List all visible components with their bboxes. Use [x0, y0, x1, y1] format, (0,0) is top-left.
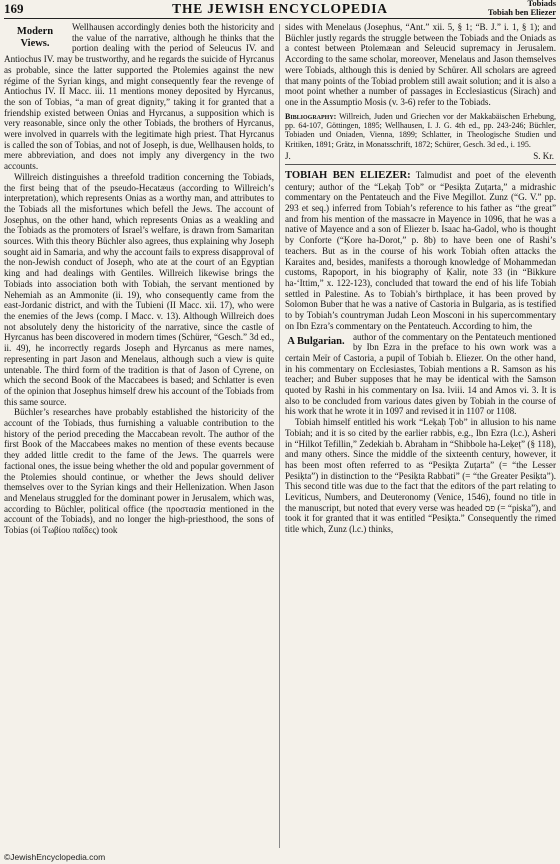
- margin-note-modern-views: Modern Views.: [16, 26, 54, 49]
- paragraph-text: author of the commentary on the Pentateuch mentioned by Ibn Ezra in the preface to his own work was a certain Meïr of Castoria, a pupil of Tobiah b. Eliezer. On the other hand, in his commentary on Ecclesiastes, Tobiah mentions a R. Samson as his teacher; and Buber supposes that he may be identical with the Samson quoted by Rashi in his commentary on Isa. lviii. 14 and Amos vi. 3. It is also to be concluded from various dates given by Tobiah in the course of his work that he wrote it in 1097 and revised it in 1107 or 1108.: [285, 331, 556, 417]
- paragraph-willreich: Willreich distinguishes a threefold tradition concerning the Tobiads, the first being that of the pseudo-Hecatæus (according to Willreich’s interpretation), which represents Onias as a worthy man, and attributes to the Tobiads all the misfortunes which befell the Jews. The account of Josephus, on the other hand, which represents Onias as a weakling and the Tobiads as the promoters of Israel’s welfare, is drawn from Samaritan sources. With this theory Büchler also agrees, thus explaining why Joseph sought aid in Samaria, and why the account fails to express disapproval of the non-Jewish conduct of Joseph, who ate at the court of an Egyptian king and had dealings with Gentiles. Willreich likewise brings the Tobiads into association both with Tobiah, the servant mentioned by Nehemiah as an Ammonite (ii. 19), who consequently came from the east-Jordanic district, and with the Tubieni (II Macc. xii. 17), who were the enemies of the Jews (comp. I Macc. v. 13). Although Willreich does not absolutely deny the historicity of the narrative, since the castle of Hyrcanus has been discovered in modern times (Schürer, “Gesch.” 3d ed., ii. 49), he incorrectly regards Joseph and Hyrcanus as mere names, representing in part Jason and Menelaus, although such a view is quite untenable. The third form of the tradition is that of Jason of Cyrene, on which the second Book of the Maccabees is based; and Schlatter is even of the opinion that Josephus himself drew his account of the Tobiads from this same source.: [4, 171, 274, 407]
- article-intro-text: Talmudist and poet of the eleventh century; author of the “Leḳaḥ Ṭob” or “Pesiḳta Zuṭarta,” a midrashic commentary on the Pentateuch and the Five Megillot. Zunz (“G. V.” pp. 293 et seq.) inferred from Tobiah’s reference to his father as “the great” and from his mention of the massacre in Mayence in 1096, that he was a native of Mayence and a son of Eliezer b. Isaac ha-Gadol, who is thought by Conforte (“Ḳore ha-Dorot,” p. 8b) to have been one of Rashi’s teachers. But as in the course of his work Tobiah often attacks the Karaites and, besides, manifests a thorough knowledge of Mohammedan customs, Rapoport, in his biography of Ḳalir, note 33 (in “Bikkure ha-‘Ittim,” x. 122-123), concluded that toward the end of his life Tobiah settled in Palestine. As to Tobiah’s birthplace, it has been proved by Solomon Buber that he was a native of Castoria in Bulgaria, as is testified to by Tobiah’s countryman Judah Leon Mosconi in his supercommentary on Ibn Ezra’s commentary on the Pentateuch. According to him, the: [285, 169, 556, 331]
- signature-author: S. Kr.: [533, 151, 554, 162]
- column-divider: [279, 24, 280, 848]
- bibliography-label: Bibliography:: [285, 111, 337, 121]
- running-header: [4, 0, 556, 19]
- author-signature: [285, 151, 556, 165]
- paragraph-continued: sides with Menelaus (Josephus, “Ant.” xii. 5, § 1; “B. J.” i. 1, § 1); and Büchler justly regards the struggle between the Tobiads and the Oniads as a contest between Ptolemæan and Seleucid supremacy in Jerusalem. According to the same scholar, moreover, Menelaus and Jason themselves were Tobiads, although this is denied by Schürer. All scholars are agreed that many points of the Tobiad problem still await solution; and it is also a moot point whether a number of passages in Ecclesiasticus (Sirach) and one in the Assumptio Mosis (v. 3-6) refer to the Tobiads.: [285, 22, 556, 107]
- right-column: [285, 22, 556, 850]
- left-column: [4, 22, 274, 850]
- running-title: THE JEWISH ENCYCLOPEDIA: [172, 1, 388, 16]
- catchwords: [488, 0, 556, 17]
- paragraph-lekah-tob: Tobiah himself entitled his work “Leḳaḥ Ṭob” in allusion to his name Tobiah; and it is so cited by the earlier rabbis, e.g., Ibn Ezra (l.c.), Asheri in “Hilkot Tefillin,” Zedekiah b. Abraham in “Shibbole ha-Leḳeṭ” (§ 118), and many others. Since the middle of the sixteenth century, however, it has been most often referred to as “Pesiḳta Zuṭarta” (= “the Lesser Pesiḳta”) in distinction to the “Pesiḳta Rabbati” (= “the Greater Pesiḳta”). This second title was due to the fact that the editors of the part relating to Leviticus, Numbers, and Deuteronomy (Venice, 1546), found no title in the manuscript, but noted that every verse was headed פס (= “piska”), and took it for granted that it was entitled “Pesiḳta.” Consequently the rimed title which, Zunz (l.c.) thinks,: [285, 417, 556, 535]
- margin-note-a-bulgarian: A Bulgarian.: [287, 335, 345, 347]
- footer-credit: ©JewishEncyclopedia.com: [4, 852, 106, 862]
- signature-initial: J.: [285, 151, 291, 162]
- article-title: TOBIAH BEN ELIEZER:: [285, 169, 411, 181]
- page-number: 169: [4, 1, 24, 16]
- paragraph-wellhausen: [4, 22, 274, 172]
- bibliography: [285, 112, 556, 150]
- article-tobiah-intro: [285, 170, 556, 332]
- catchword-second: Tobiah ben Eliezer: [487, 7, 556, 17]
- catchword-first: Tobiads: [527, 0, 556, 8]
- paragraph-text: Wellhausen accordingly denies both the historicity and the value of the narrative, although he thinks that the portion dealing with the period of Seleucus IV. and Antiochus IV. may be trustworthy, and he regards the suicide of Hyrcanus as probable, since the latter supported the Ptolemies against the new régime of the Syrian kings, and might consequently fear the revenge of Antiochus IV. II Macc. iii. 11 mentions money deposited by Hyrcanus, the son of Tobias, “a man of great dignity,” taking it for granted that a friendship existed between Onias and Hyrcanus, a supposition which is very reasonable, since only the other Tobiads, the brothers of Hyrcanus, were involved in quarrels with the legitimate high priest. That Hyrcanus is called the son of Tobias, and not of Joseph, is due, Wellhausen holds, to mere abbreviation, and does not imply any divergency in the two accounts.: [4, 22, 274, 172]
- paragraph-buchler: Büchler’s researches have probably established the historicity of the account of the Tobiads, thus furnishing a valuable contribution to the history of the period preceding the Maccabean revolt. The author of the first Book of the Maccabees makes no mention of these events because they added little credit to the fame of the Jews. The quarrels were factional ones, the issue being whether the old and popular government of the Ptolemies should continue, or whether the Jews should deliver themselves over to the Syrian kings and their Hellenization. When Jason and Menelaus struggled for the dominant power in Jerusalem, which was, according to Büchler, political office (the προστασία mentioned in the account of the Tobiads), and no longer the high-priesthood, the sons of Tobias (οἱ Τωβίου παῖδες) took: [4, 407, 274, 536]
- bibliography-text: Willreich, Juden und Griechen vor der Makkabäischen Erhebung, pp. 64-107, Göttingen, 1895; Wellhausen, I. J. G. 4th ed., pp. 243-246; Büchler, Tobiaden und Oniaden, Vienna, 1899; Schlatter, in Theologische Studien und Kritiken, 1891; Grätz, in Monatsschrift, 1872; Schürer, Gesch. 3d ed., i. 195.: [285, 111, 556, 149]
- paragraph-bulgarian: [285, 332, 556, 418]
